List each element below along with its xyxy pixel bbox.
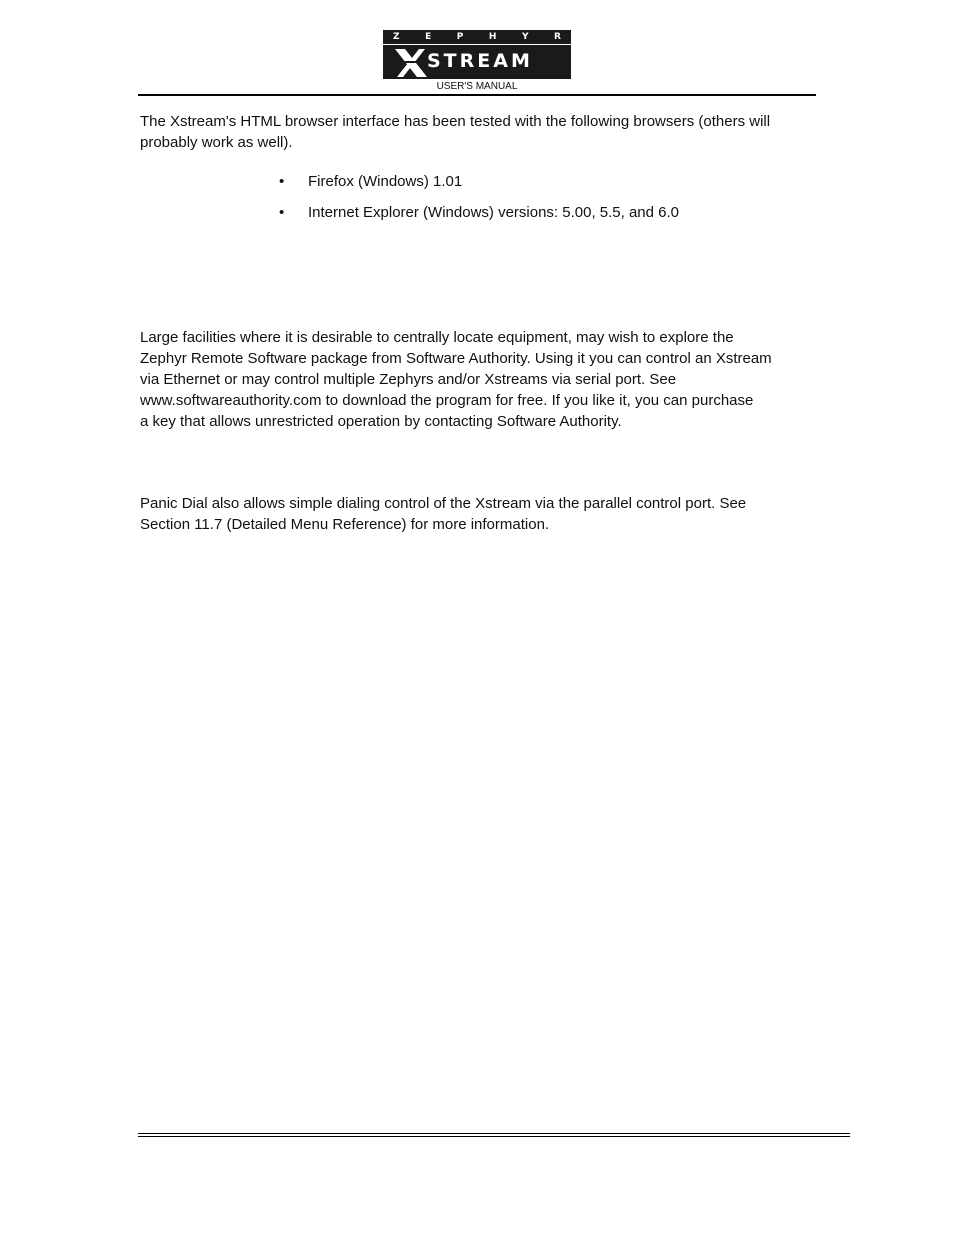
- zephyr-xstream-logo: [383, 30, 571, 79]
- logo-x-icon: [393, 47, 429, 79]
- large-facilities-paragraph: Large facilities where it is desirable to centrally locate equipment, may wish to explore the Zephyr Remote Software package from Software Authority. Using it you can control an Xstream via Ethernet or may control multiple Zephyrs and/or Xstreams via serial port. See www.softwareauthority.com to download the program for free. If you like it, you can purchase a key that allows unrestricted operation by contacting Software Authority.: [140, 329, 772, 430]
- footer-rule: [138, 1136, 850, 1137]
- footer-rule: [138, 1133, 850, 1134]
- bullet-icon: •: [279, 204, 285, 221]
- browsers-intro-paragraph: The Xstream's HTML browser interface has been tested with the following browsers (others will probably work as well).: [140, 113, 771, 151]
- logo-divider: [383, 44, 571, 45]
- bullet-icon: •: [279, 173, 285, 190]
- panic-dial-paragraph: Panic Dial also allows simple dialing control of the Xstream via the parallel control port. See Section 11.7 (Detailed Menu Reference) for more information.: [140, 495, 747, 533]
- header-rule: [138, 94, 816, 96]
- logo-stream-wordmark: STREAM: [427, 50, 533, 72]
- logo-zephyr-wordmark: Z E P H Y R: [393, 32, 561, 42]
- logo-caption: USER'S MANUAL: [436, 81, 518, 92]
